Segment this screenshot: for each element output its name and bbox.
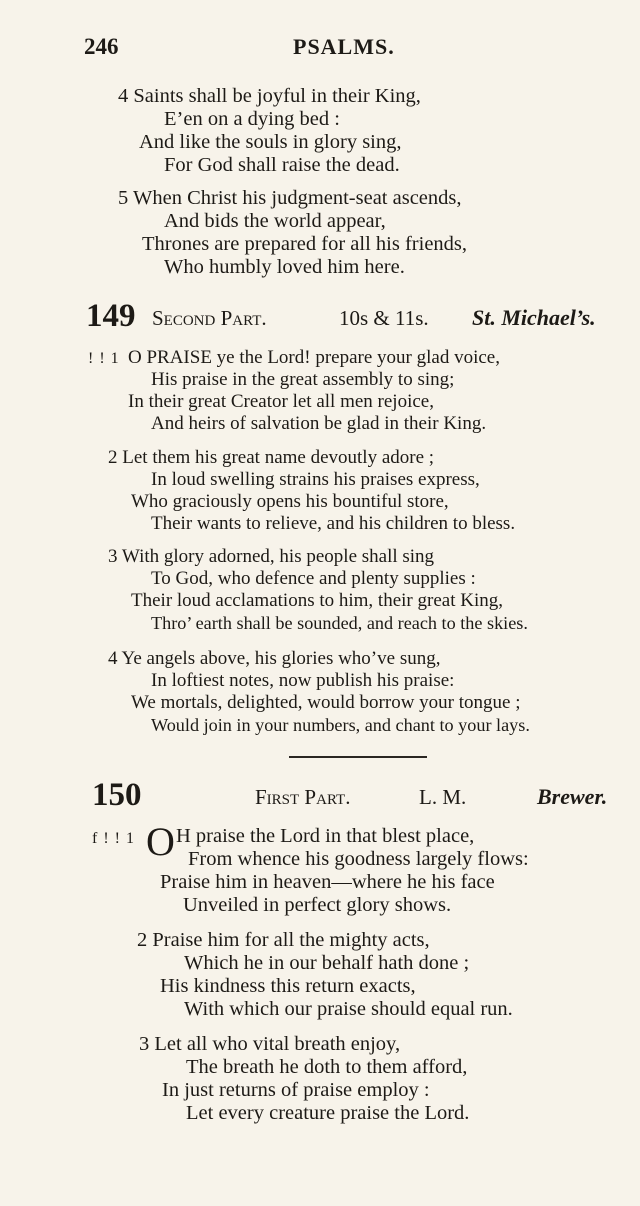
stanza-line: For God shall raise the dead. bbox=[164, 154, 400, 176]
hymn-meter: L. M. bbox=[419, 785, 467, 809]
tune-name: St. Michael’s. bbox=[472, 305, 596, 330]
section-divider bbox=[289, 756, 427, 758]
stanza-line: With which our praise should equal run. bbox=[184, 998, 513, 1020]
stanza-line: 3 Let all who vital breath enjoy, bbox=[139, 1033, 401, 1055]
page-title: PSALMS. bbox=[293, 34, 395, 59]
stanza-line: Which he in our behalf hath done ; bbox=[184, 952, 470, 974]
drop-cap: O bbox=[146, 819, 175, 864]
stanza-line: Let every creature praise the Lord. bbox=[186, 1102, 470, 1124]
stanza-line: Praise him in heaven—where he his face bbox=[160, 871, 495, 893]
stanza-line: In loud swelling strains his praises express, bbox=[151, 469, 480, 490]
stanza-line: The breath he doth to them afford, bbox=[186, 1056, 468, 1078]
stanza-line: 2 Let them his great name devoutly adore ; bbox=[108, 447, 435, 468]
hymn-part: Second Part. bbox=[152, 306, 267, 330]
stanza-line: To God, who defence and plenty supplies : bbox=[151, 568, 476, 589]
stanza-line: His kindness this return exacts, bbox=[160, 975, 416, 997]
stanza-line: And heirs of salvation be glad in their King. bbox=[151, 413, 487, 434]
stanza-line: Unveiled in perfect glory shows. bbox=[183, 894, 452, 916]
hymn-part: First Part. bbox=[255, 785, 351, 809]
stanza-line: And like the souls in glory sing, bbox=[139, 131, 402, 153]
stanza-line: And bids the world appear, bbox=[164, 210, 386, 232]
stanza-line: Their wants to relieve, and his children to bless. bbox=[151, 513, 516, 534]
stanza-line: 3 With glory adorned, his people shall sing bbox=[108, 546, 435, 567]
dynamic-marking: ! ! 1 bbox=[88, 350, 120, 367]
stanza-line: Thrones are prepared for all his friends, bbox=[142, 233, 468, 255]
stanza-line: We mortals, delighted, would borrow your tongue ; bbox=[131, 692, 521, 713]
stanza-line: 5 When Christ his judgment-seat ascends, bbox=[118, 187, 462, 209]
stanza-line: E’en on a dying bed : bbox=[164, 108, 340, 130]
stanza-line: Thro’ earth shall be sounded, and reach to the skies. bbox=[151, 613, 528, 633]
hymn-number: 150 bbox=[92, 777, 142, 813]
hymn-meter: 10s & 11s. bbox=[339, 306, 429, 330]
stanza-line: Who graciously opens his bountiful store, bbox=[131, 491, 449, 512]
stanza-line: 4 Ye angels above, his glories who’ve sung, bbox=[108, 648, 441, 669]
stanza-line: Their loud acclamations to him, their great King, bbox=[131, 590, 503, 611]
stanza-line: His praise in the great assembly to sing; bbox=[151, 369, 455, 390]
stanza-line: H praise the Lord in that blest place, bbox=[176, 825, 475, 847]
tune-name: Brewer. bbox=[537, 784, 608, 809]
dynamic-marking: f ! ! 1 bbox=[92, 830, 135, 847]
stanza-line: In their great Creator let all men rejoice, bbox=[128, 391, 434, 412]
stanza-line: 2 Praise him for all the mighty acts, bbox=[137, 929, 430, 951]
stanza-line: In just returns of praise employ : bbox=[162, 1079, 430, 1101]
stanza-line: O PRAISE ye the Lord! prepare your glad voice, bbox=[128, 347, 500, 368]
stanza-line: From whence his goodness largely flows: bbox=[188, 848, 529, 870]
stanza-line: 4 Saints shall be joyful in their King, bbox=[118, 85, 421, 107]
stanza-line: Would join in your numbers, and chant to your lays. bbox=[151, 715, 530, 735]
stanza-line: Who humbly loved him here. bbox=[164, 256, 405, 278]
page-number: 246 bbox=[84, 34, 119, 59]
stanza-line: In loftiest notes, now publish his praise: bbox=[151, 670, 455, 691]
hymn-number: 149 bbox=[86, 298, 136, 334]
